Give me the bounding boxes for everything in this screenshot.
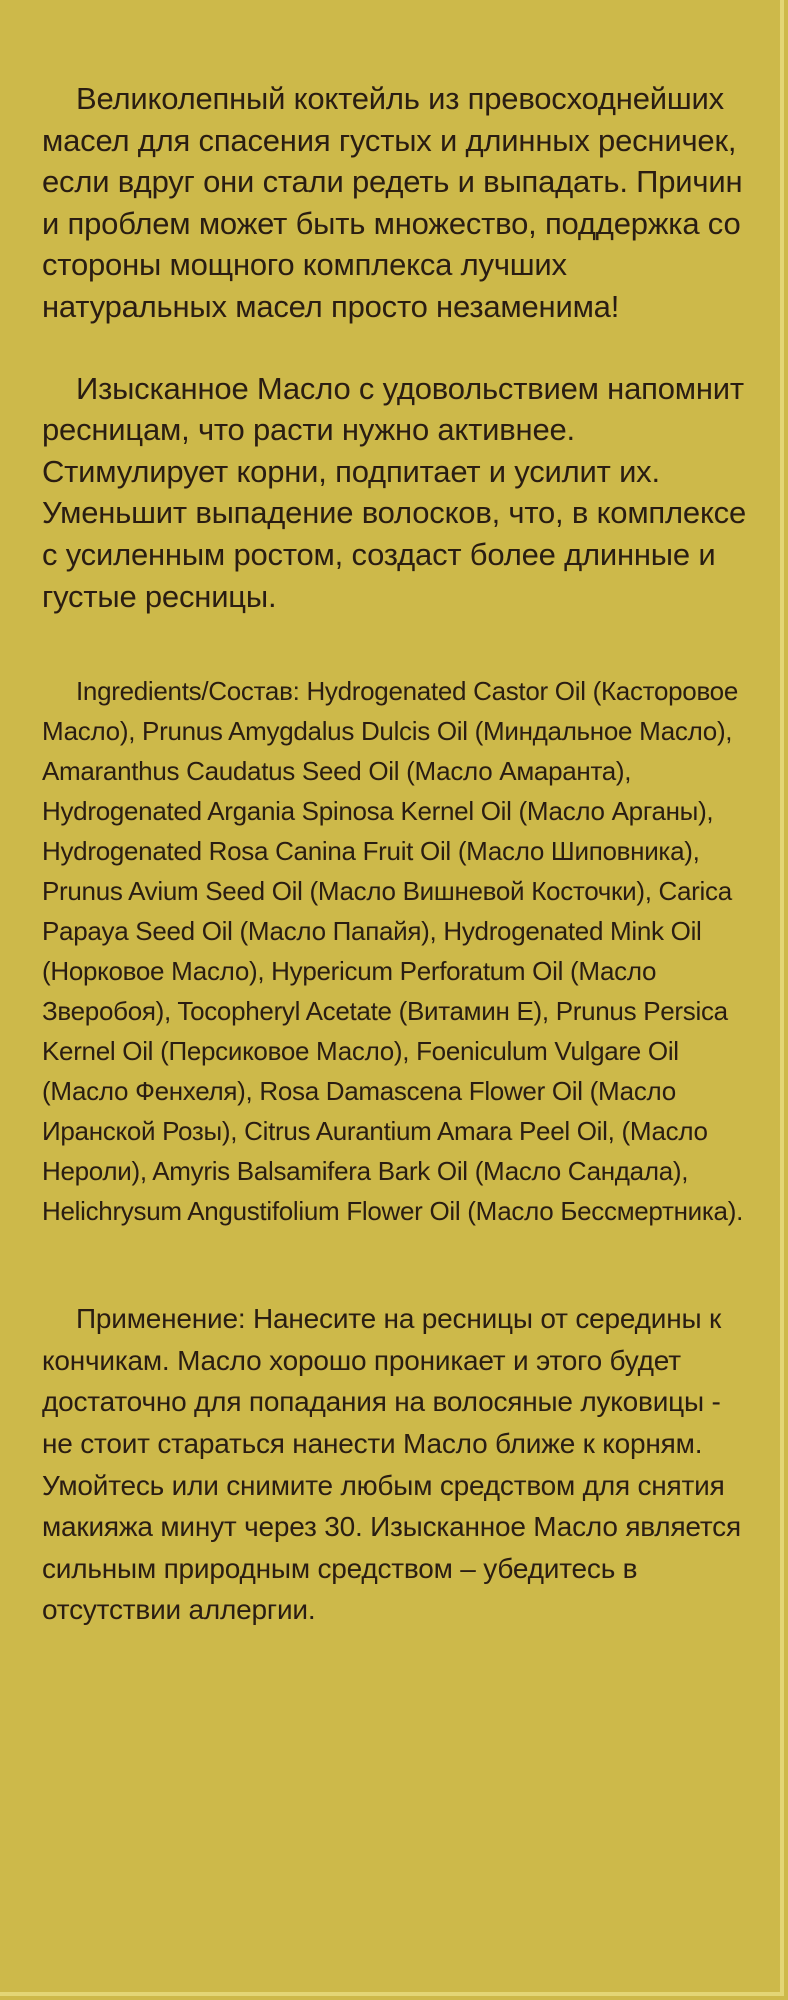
- product-text-page: [42, 78, 757, 1631]
- usage-paragraph: Применение: Нанесите на ресницы от середины к кончикам. Масло хорошо проникает и этого будет достаточно для попадания на волосяные луковицы - не стоит стараться нанести Масло ближе к корням. Умойтесь или снимите любым средством для снятия макияжа минут через 30. Изысканное Масло является сильным природным средством – убедитесь в отсутствии аллергии.: [42, 1303, 741, 1626]
- stimulation-paragraph: Изысканное Масло с удовольствием напомнит ресницам, что расти нужно активнее. Стимулирует корни, подпитает и усилит их. Уменьшит выпадение волосков, что, в комплексе с усиленным ростом, создаст более длинные и густые ресницы.: [42, 370, 747, 614]
- intro-paragraph: Великолепный коктейль из превосходнейших масел для спасения густых и длинных ресничек, если вдруг они стали редеть и выпадать. Причин и проблем может быть множество, поддержка со стороны мощного комплекса лучших натуральных масел просто незаменима!: [42, 81, 743, 324]
- ingredients-paragraph: Ingredients/Состав: Hydrogenated Castor Oil (Касторовое Масло), Prunus Amygdalus Dulcis Oil (Миндальное Масло), Amaranthus Caudatus Seed Oil (Масло Амаранта), Hydrogenated Argania Spinosa Kernel Oil (Масло Арганы), Hydrogenated Rosa Canina Fruit Oil (Масло Шиповника), Prunus Avium Seed Oil (Масло Вишневой Косточки), Carica Papaya Seed Oil (Масло Папайя), Hydrogenated Mink Oil (Норковое Масло), Hypericum Perforatum Oil (Масло Зверобоя), Tocopheryl Acetate (Витамин Е), Prunus Persica Kernel Oil (Персиковое Масло), Foeniculum Vulgare Oil (Масло Фенхеля), Rosa Damascena Flower Oil (Масло Иранской Розы), Citrus Aurantium Amara Peel Oil, (Масло Нероли), Amyris Balsamifera Bark Oil (Масло Сандала), Helichrysum Angustifolium Flower Oil (Масло Бессмертника).: [42, 676, 743, 1227]
